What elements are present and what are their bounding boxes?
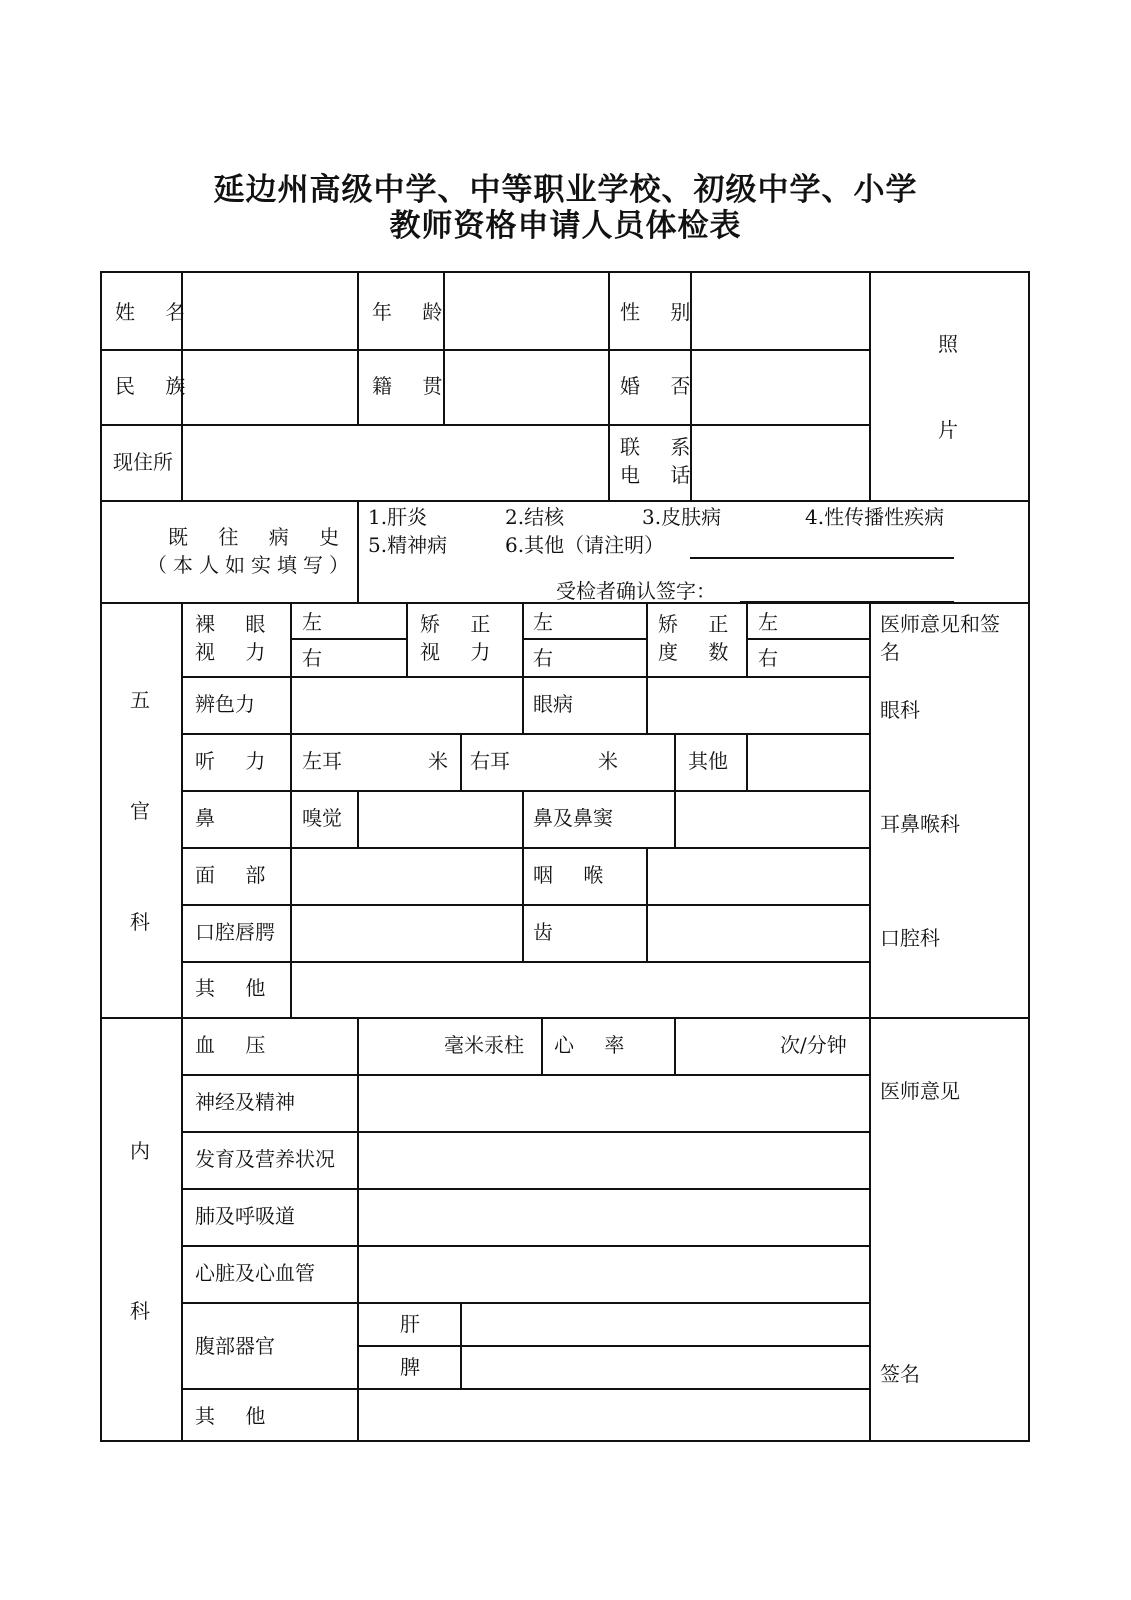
divider-sub <box>746 638 870 640</box>
history-sign-underline <box>740 601 954 602</box>
divider-col <box>746 733 748 790</box>
blood-pressure-label: 血 压 <box>195 1033 278 1057</box>
divider-col <box>460 733 462 790</box>
divider-row <box>181 1388 870 1390</box>
divider-row <box>181 847 870 849</box>
divider-col <box>522 676 524 733</box>
divider-col <box>746 602 748 676</box>
divider-row <box>181 1245 870 1247</box>
stomatology-label: 口腔科 <box>880 926 940 950</box>
nose-label: 鼻 <box>195 806 215 830</box>
phone-label-2: 电 话 <box>620 463 703 487</box>
divider-col <box>646 904 648 961</box>
divider-history <box>100 500 1030 502</box>
hearing-other-label: 其他 <box>688 749 728 773</box>
ophthalmology-label: 眼科 <box>880 698 920 722</box>
facial-other-label: 其 他 <box>195 976 278 1000</box>
naked-vision-label-1: 裸 眼 <box>195 612 278 636</box>
divider-col <box>357 500 359 602</box>
divider-col <box>522 847 524 904</box>
divider-sub <box>358 1345 870 1347</box>
divider-col <box>290 602 292 676</box>
eye-disease-label: 眼病 <box>533 692 573 716</box>
divider-row <box>181 961 870 963</box>
divider-col <box>443 271 445 424</box>
hearing-label: 听 力 <box>195 749 278 773</box>
history-item: 4.性传播性疾病 <box>805 505 945 529</box>
left-eye-label: 左 <box>758 610 778 634</box>
photo-label-2: 片 <box>938 418 958 442</box>
form-title-line-1: 延边州高级中学、中等职业学校、初级中学、小学 <box>213 172 918 208</box>
heart-rate-label: 心 率 <box>554 1033 637 1057</box>
nutrition-label: 发育及营养状况 <box>195 1147 335 1171</box>
sinus-label: 鼻及鼻窦 <box>533 806 613 830</box>
color-vision-label: 辨色力 <box>195 692 255 716</box>
internal-doctor-opinion: 医师意见 <box>880 1079 960 1103</box>
divider-col <box>522 904 524 961</box>
left-eye-label: 左 <box>533 610 553 634</box>
divider-sub <box>290 638 406 640</box>
history-item: 3.皮肤病 <box>642 505 722 529</box>
left-eye-label: 左 <box>302 610 322 634</box>
facial-section-char: 科 <box>130 910 150 934</box>
history-item: 2.结核 <box>505 505 565 529</box>
naked-vision-label-2: 视 力 <box>195 640 278 664</box>
internal-other-label: 其 他 <box>195 1404 278 1428</box>
photo-label-1: 照 <box>938 332 958 356</box>
throat-label: 咽 喉 <box>533 863 616 887</box>
divider-col <box>357 790 359 847</box>
divider-sub <box>522 638 646 640</box>
divider-col <box>869 602 871 1442</box>
divider-col <box>674 1017 676 1074</box>
heart-rate-unit: 次/分钟 <box>780 1033 847 1057</box>
divider-col <box>357 271 359 424</box>
divider-col <box>522 790 524 847</box>
doctor-opinion-label-1: 医师意见和签 <box>880 612 1000 636</box>
divider-col <box>541 1017 543 1074</box>
divider-col <box>674 790 676 847</box>
doctor-opinion-label-2: 名 <box>880 640 900 664</box>
divider-internal <box>100 1017 1030 1019</box>
divider-col <box>646 847 648 904</box>
divider-row <box>181 733 870 735</box>
facial-section-char: 五 <box>130 688 150 712</box>
divider-row <box>100 424 870 426</box>
name-label: 姓 名 <box>115 300 198 324</box>
facial-section-char: 官 <box>130 799 150 823</box>
history-sublabel: （本人如实填写） <box>147 553 355 577</box>
divider-col <box>608 271 610 500</box>
divider-row <box>181 790 870 792</box>
divider-col <box>646 602 648 676</box>
lung-label: 肺及呼吸道 <box>195 1204 295 1228</box>
internal-section-char: 内 <box>130 1139 150 1163</box>
divider-row <box>181 1074 870 1076</box>
history-label: 既 往 病 史 <box>168 525 352 549</box>
divider-col <box>290 847 292 904</box>
history-item: 1.肝炎 <box>368 505 428 529</box>
divider-col <box>406 602 408 676</box>
right-eye-label: 右 <box>758 646 778 670</box>
history-other-underline <box>690 557 954 559</box>
native-place-label: 籍 贯 <box>372 374 455 398</box>
right-eye-label: 右 <box>533 646 553 670</box>
divider-row <box>181 1131 870 1133</box>
address-label: 现住所 <box>113 450 173 474</box>
divider-col <box>290 904 292 961</box>
divider-row <box>100 349 870 351</box>
left-ear-label: 左耳 <box>302 749 342 773</box>
blood-pressure-unit: 毫米汞柱 <box>444 1033 524 1057</box>
form-title-line-2: 教师资格申请人员体检表 <box>389 208 742 244</box>
face-label: 面 部 <box>195 863 278 887</box>
teeth-label: 齿 <box>533 920 553 944</box>
age-label: 年 龄 <box>372 300 455 324</box>
divider-row <box>181 1188 870 1190</box>
abdomen-label: 腹部器官 <box>195 1334 275 1358</box>
correction-degree-label-1: 矫 正 <box>658 612 741 636</box>
divider-col <box>290 733 292 790</box>
divider-col <box>290 961 292 1017</box>
history-item: 5.精神病 <box>368 533 448 557</box>
phone-label-1: 联 系 <box>620 435 703 459</box>
ent-label: 耳鼻喉科 <box>880 812 960 836</box>
divider-col <box>869 271 871 500</box>
divider-col <box>460 1302 462 1388</box>
divider-col <box>181 602 183 1442</box>
divider-col <box>522 602 524 676</box>
history-sign-label: 受检者确认签字： <box>556 579 716 603</box>
internal-sign-label: 签名 <box>880 1362 920 1386</box>
correction-degree-label-2: 度 数 <box>658 640 741 664</box>
corrected-vision-label-1: 矫 正 <box>420 612 503 636</box>
liver-label: 肝 <box>400 1312 420 1336</box>
mouth-label: 口腔唇腭 <box>195 920 275 944</box>
history-item: 6.其他（请注明） <box>505 533 665 557</box>
divider-col <box>357 1017 359 1074</box>
meter-unit: 米 <box>428 749 448 773</box>
divider-col <box>290 790 292 847</box>
neuro-label: 神经及精神 <box>195 1090 295 1114</box>
marital-status-label: 婚 否 <box>620 374 703 398</box>
divider-col <box>646 676 648 733</box>
divider-row <box>181 1302 870 1304</box>
corrected-vision-label-2: 视 力 <box>420 640 503 664</box>
spleen-label: 脾 <box>400 1355 420 1379</box>
internal-section-char: 科 <box>130 1299 150 1323</box>
divider-row <box>181 904 870 906</box>
smell-label: 嗅觉 <box>302 806 342 830</box>
divider-col <box>674 733 676 790</box>
divider-col <box>357 1074 359 1442</box>
divider-row <box>181 676 870 678</box>
heart-label: 心脏及心血管 <box>195 1261 315 1285</box>
right-ear-label: 右耳 <box>470 749 510 773</box>
divider-col <box>290 676 292 733</box>
meter-unit: 米 <box>598 749 618 773</box>
right-eye-label: 右 <box>302 646 322 670</box>
ethnicity-label: 民 族 <box>115 374 198 398</box>
gender-label: 性 别 <box>620 300 703 324</box>
